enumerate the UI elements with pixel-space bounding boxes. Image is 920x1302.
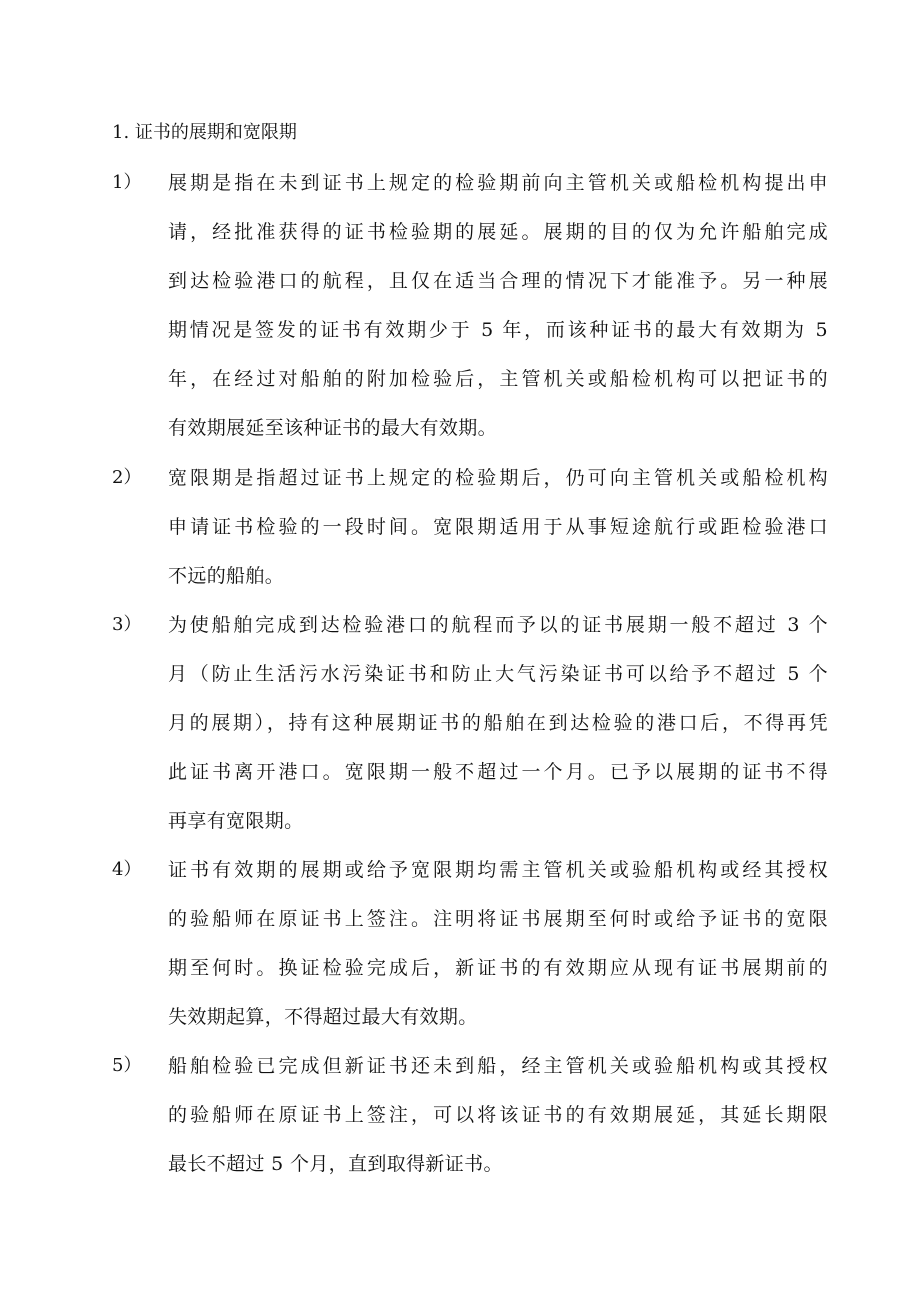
paragraph-line: 宽限期是指超过证书上规定的检验期后，仍可向主管机关或船检机构 <box>168 467 828 489</box>
paragraph-line: 期至何时。换证检验完成后，新证书的有效期应从现有证书展期前的 <box>168 957 828 979</box>
item-paragraph-5 <box>168 1042 828 1189</box>
paragraph-line: 申请证书检验的一段时间。宽限期适用于从事短途航行或距检验港口 <box>168 516 828 538</box>
paragraph-line: 最长不超过 5 个月，直到取得新证书。 <box>168 1153 503 1175</box>
paragraph-line: 船舶检验已完成但新证书还未到船，经主管机关或验船机构或其授权 <box>168 1055 828 1077</box>
item-number-4: 4） <box>112 859 142 880</box>
item-number-1: 1） <box>112 172 142 193</box>
paragraph-line: 期情况是签发的证书有效期少于 5 年，而该种证书的最大有效期为 5 <box>168 319 828 341</box>
item-paragraph-2 <box>168 454 828 601</box>
item-paragraph-3 <box>168 601 828 846</box>
paragraph-line: 有效期展延至该种证书的最大有效期。 <box>168 417 497 439</box>
item-number-2: 2） <box>112 467 142 488</box>
paragraph-line: 失效期起算，不得超过最大有效期。 <box>168 1006 478 1028</box>
paragraph-line: 再享有宽限期。 <box>168 810 304 832</box>
paragraph-line: 的验船师在原证书上签注，可以将该证书的有效期展延，其延长期限 <box>168 1104 828 1126</box>
item-number-3: 3） <box>112 614 142 635</box>
paragraph-line: 为使船舶完成到达检验港口的航程而予以的证书展期一般不超过 3 个 <box>168 614 828 636</box>
paragraph-line: 展期是指在未到证书上规定的检验期前向主管机关或船检机构提出申 <box>168 172 828 194</box>
paragraph-line: 年，在经过对船舶的附加检验后，主管机关或船检机构可以把证书的 <box>168 368 828 390</box>
section-heading: 1. 证书的展期和宽限期 <box>112 122 297 143</box>
paragraph-line: 此证书离开港口。宽限期一般不超过一个月。已予以展期的证书不得 <box>168 761 828 783</box>
paragraph-line: 的验船师在原证书上签注。注明将证书展期至何时或给予证书的宽限 <box>168 908 828 930</box>
item-paragraph-4 <box>168 846 828 1042</box>
item-number-5: 5） <box>112 1055 142 1076</box>
paragraph-line: 到达检验港口的航程，且仅在适当合理的情况下才能准予。另一种展 <box>168 270 828 292</box>
paragraph-line: 请，经批准获得的证书检验期的展延。展期的目的仅为允许船舶完成 <box>168 221 828 243</box>
paragraph-line: 不远的船舶。 <box>168 565 285 587</box>
paragraph-line: 月（防止生活污水污染证书和防止大气污染证书可以给予不超过 5 个 <box>168 663 828 685</box>
item-paragraph-1 <box>168 159 828 453</box>
paragraph-line: 证书有效期的展期或给予宽限期均需主管机关或验船机构或经其授权 <box>168 859 828 881</box>
paragraph-line: 月的展期），持有这种展期证书的船舶在到达检验的港口后，不得再凭 <box>168 712 828 734</box>
